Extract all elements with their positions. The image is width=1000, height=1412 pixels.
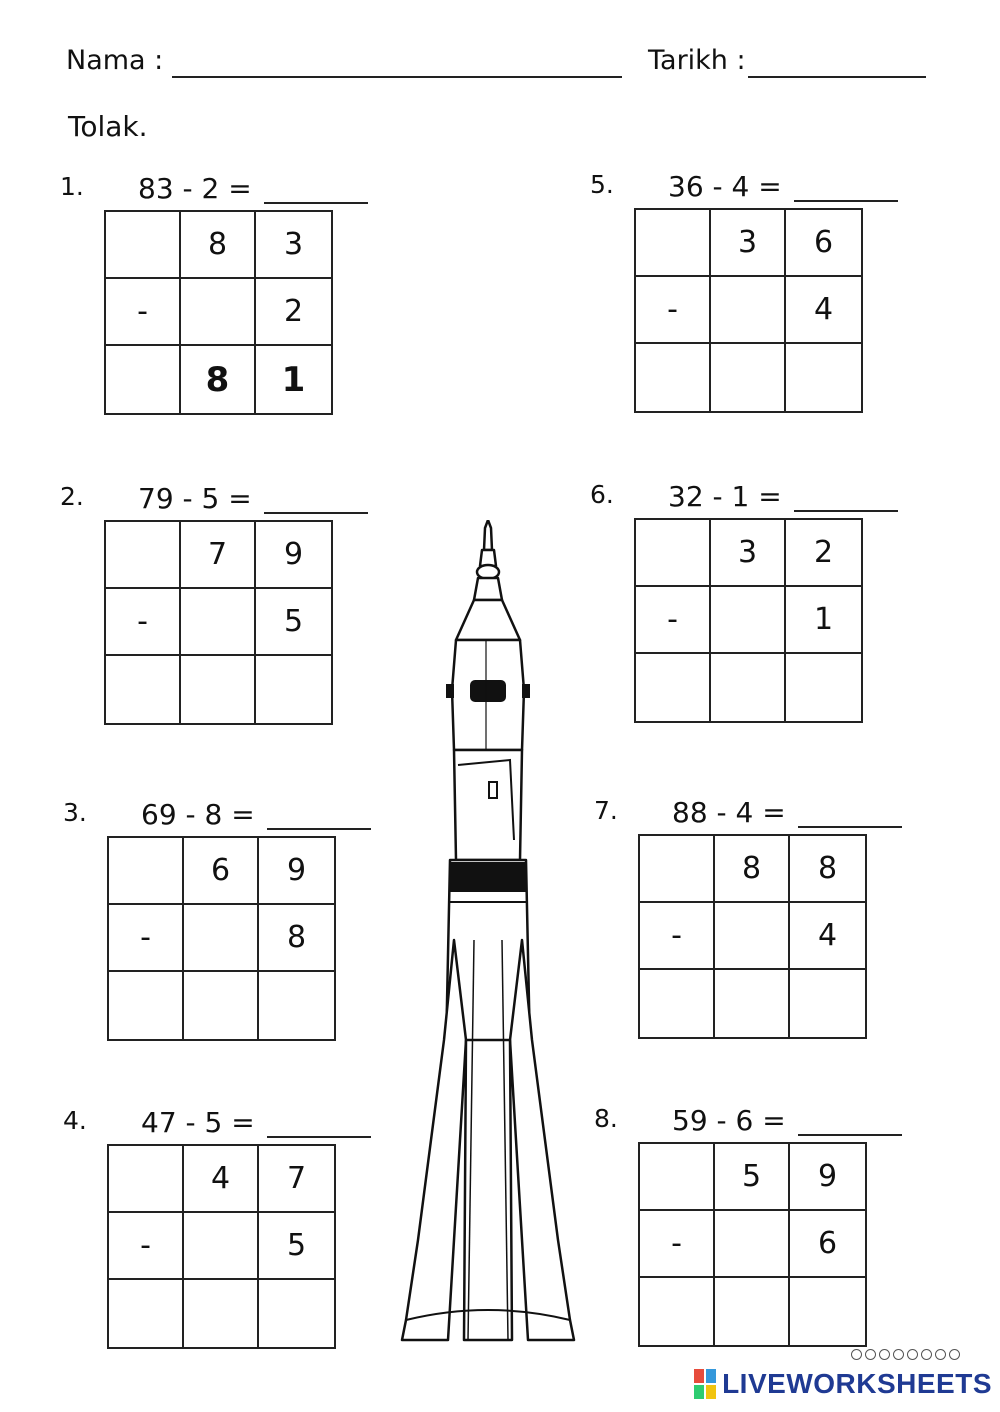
answer-cell[interactable] — [790, 970, 865, 1037]
instruction: Tolak. — [68, 110, 148, 143]
grid-cell — [636, 520, 711, 587]
grid-cell: 7 — [259, 1146, 334, 1213]
answer-cell[interactable] — [109, 1280, 184, 1347]
answer-cell[interactable] — [184, 972, 259, 1039]
problem-number: 2. — [60, 482, 84, 511]
problem-number: 7. — [594, 796, 618, 825]
grid-cell: 5 — [256, 589, 331, 656]
answer-cell[interactable] — [106, 656, 181, 723]
answer-cell[interactable] — [786, 654, 861, 721]
grid-cell — [181, 279, 256, 346]
grid-cell: 8 — [259, 905, 334, 972]
problem-number: 8. — [594, 1104, 618, 1133]
problem-8 — [594, 1104, 934, 1364]
grid-cell: 5 — [715, 1144, 790, 1211]
answer-blank[interactable] — [267, 1136, 371, 1138]
grid-cell: - — [640, 1211, 715, 1278]
grid-cell: - — [636, 587, 711, 654]
grid-cell — [711, 277, 786, 344]
grid-cell: 6 — [184, 838, 259, 905]
grid-cell — [636, 210, 711, 277]
answer-cell[interactable] — [181, 656, 256, 723]
problem-6 — [590, 480, 930, 740]
grid-cell — [184, 1213, 259, 1280]
answer-cell[interactable] — [640, 970, 715, 1037]
grid-cell: - — [636, 277, 711, 344]
place-value-grid — [107, 836, 336, 1041]
answer-cell[interactable] — [636, 344, 711, 411]
answer-cell[interactable] — [106, 346, 181, 413]
answer-blank[interactable] — [798, 1134, 902, 1136]
answer-blank[interactable] — [264, 202, 368, 204]
answer-cell[interactable]: 1 — [281, 359, 306, 400]
answer-cell[interactable] — [640, 1278, 715, 1345]
problem-5 — [590, 170, 930, 430]
answer-cell[interactable] — [711, 654, 786, 721]
grid-cell: 5 — [259, 1213, 334, 1280]
problem-expression: 32 - 1 = — [668, 480, 782, 513]
problem-expression: 36 - 4 = — [668, 170, 782, 203]
problem-number: 1. — [60, 172, 84, 201]
answer-cell[interactable] — [715, 970, 790, 1037]
grid-cell: 1 — [786, 587, 861, 654]
grid-cell: 9 — [256, 522, 331, 589]
grid-cell: 8 — [181, 212, 256, 279]
answer-cell[interactable] — [109, 972, 184, 1039]
grid-cell: 4 — [184, 1146, 259, 1213]
grid-cell: 3 — [256, 212, 331, 279]
grid-cell: 3 — [711, 520, 786, 587]
grid-cell — [640, 1144, 715, 1211]
problem-number: 4. — [63, 1106, 87, 1135]
grid-cell: - — [640, 903, 715, 970]
rocket-illustration — [388, 520, 588, 1360]
date-label: Tarikh : — [648, 45, 746, 76]
grid-cell: - — [109, 1213, 184, 1280]
answer-blank[interactable] — [798, 826, 902, 828]
problem-number: 5. — [590, 170, 614, 199]
brand-text: LIVEWORKSHEETS — [722, 1368, 992, 1399]
grid-cell: 6 — [790, 1211, 865, 1278]
place-value-grid — [638, 1142, 867, 1347]
grid-cell: 3 — [711, 210, 786, 277]
problem-number: 3. — [63, 798, 87, 827]
grid-cell: 9 — [790, 1144, 865, 1211]
place-value-grid — [107, 1144, 336, 1349]
grid-cell: 2 — [256, 279, 331, 346]
grid-cell: 4 — [790, 903, 865, 970]
problem-expression: 88 - 4 = — [672, 796, 786, 829]
problem-expression: 59 - 6 = — [672, 1104, 786, 1137]
answer-cell[interactable] — [259, 972, 334, 1039]
grid-cell: 4 — [786, 277, 861, 344]
liveworksheets-brand[interactable] — [694, 1368, 992, 1400]
place-value-grid — [634, 208, 863, 413]
place-value-grid — [638, 834, 867, 1039]
problem-7 — [594, 796, 934, 1056]
grid-cell: - — [106, 279, 181, 346]
answer-cell[interactable] — [786, 344, 861, 411]
problem-number: 6. — [590, 480, 614, 509]
grid-cell — [106, 522, 181, 589]
answer-blank[interactable] — [794, 510, 898, 512]
problem-4 — [63, 1106, 403, 1366]
problem-2 — [60, 482, 400, 742]
date-field[interactable] — [748, 76, 926, 78]
answer-blank[interactable] — [794, 200, 898, 202]
grid-cell: 7 — [181, 522, 256, 589]
place-value-grid — [104, 520, 333, 725]
grid-cell: 8 — [790, 836, 865, 903]
problem-expression: 69 - 8 = — [141, 798, 255, 831]
grid-cell — [109, 1146, 184, 1213]
problem-expression: 79 - 5 = — [138, 482, 252, 515]
answer-blank[interactable] — [267, 828, 371, 830]
grid-cell — [106, 212, 181, 279]
answer-cell[interactable] — [790, 1278, 865, 1345]
answer-cell[interactable]: 8 — [181, 346, 256, 413]
problem-3 — [63, 798, 403, 1058]
grid-cell: - — [109, 905, 184, 972]
name-field[interactable] — [172, 76, 622, 78]
answer-blank[interactable] — [264, 512, 368, 514]
answer-cell[interactable] — [715, 1278, 790, 1345]
place-value-grid — [634, 518, 863, 723]
answer-cell[interactable] — [256, 656, 331, 723]
grid-cell — [184, 905, 259, 972]
name-label: Nama : — [66, 45, 164, 76]
place-value-grid — [104, 210, 333, 415]
problem-expression: 47 - 5 = — [141, 1106, 255, 1139]
grid-cell — [715, 903, 790, 970]
page-dots-decoration — [851, 1349, 960, 1360]
liveworksheets-logo-icon — [694, 1369, 716, 1399]
grid-cell — [640, 836, 715, 903]
problem-1 — [60, 172, 400, 432]
problem-expression: 83 - 2 = — [138, 172, 252, 205]
grid-cell: 6 — [786, 210, 861, 277]
answer-cell[interactable] — [259, 1280, 334, 1347]
grid-cell: 8 — [715, 836, 790, 903]
grid-cell — [715, 1211, 790, 1278]
answer-cell[interactable] — [636, 654, 711, 721]
answer-cell[interactable] — [184, 1280, 259, 1347]
grid-cell — [711, 587, 786, 654]
grid-cell: 9 — [259, 838, 334, 905]
grid-cell: - — [106, 589, 181, 656]
grid-cell — [181, 589, 256, 656]
grid-cell — [109, 838, 184, 905]
grid-cell: 2 — [786, 520, 861, 587]
answer-cell[interactable] — [711, 344, 786, 411]
